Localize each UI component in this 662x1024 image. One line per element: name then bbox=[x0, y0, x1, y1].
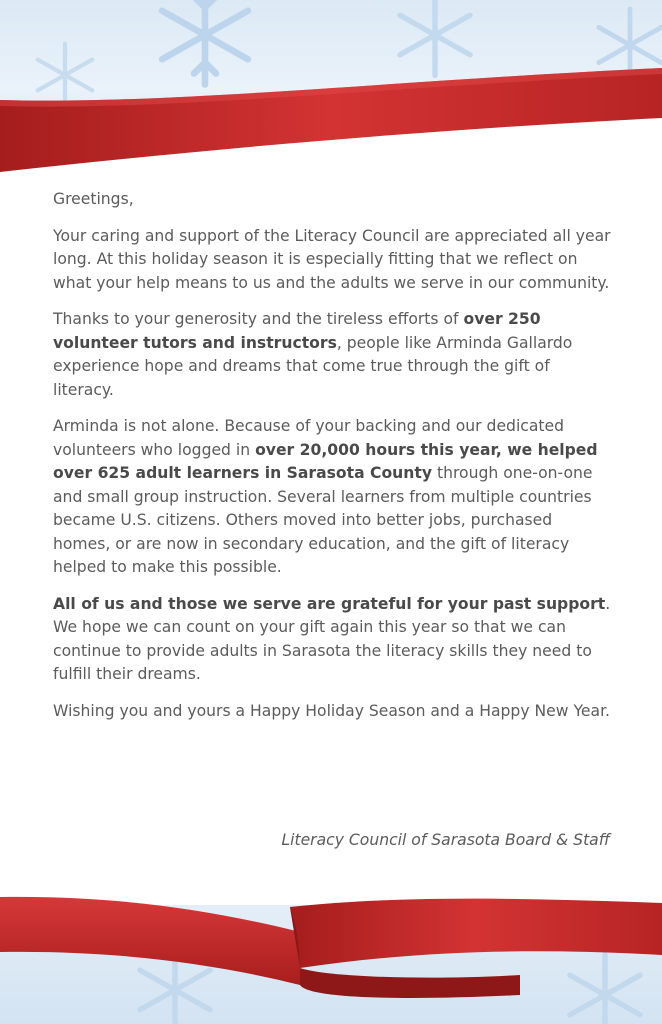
bottom-ribbon-left bbox=[0, 897, 300, 985]
greeting: Greetings, bbox=[53, 190, 134, 208]
signature: Literacy Council of Sarasota Board & Staff bbox=[281, 831, 610, 849]
highlight-volunteers: over 250 volunteer tutors and instructors bbox=[53, 310, 541, 352]
letter-body bbox=[53, 188, 613, 736]
bottom-ribbon-right bbox=[290, 899, 662, 968]
paragraph-appeal: All of us and those we serve are grateful for your past support. We hope we can count on your gift again this year so that we can continue to provide adults in Sarasota the literacy skills they need to fulfill their dreams. bbox=[53, 594, 611, 683]
paragraph-volunteers: Thanks to your generosity and the tireless efforts of over 250 volunteer tutors and instructors, people like Arminda Gallardo experience hope and dreams that come true through the gift of literacy. bbox=[53, 310, 573, 399]
paragraph-impact: Arminda is not alone. Because of your backing and our dedicated volunteers who logged in over 20,000 hours this year, we helped over 625 adult learners in Sarasota County through one-on-one and small group instruction. Several learners from multiple countries became U.S. citizens. Others moved into better jobs, purchased homes, or are now in secondary education, and the gift of literacy helped to make this possible. bbox=[53, 417, 598, 576]
highlight-gratitude: All of us and those we serve are grateful for your past support bbox=[53, 594, 606, 613]
paragraph-appreciation: Your caring and support of the Literacy Council are appreciated all year long. At this holiday season it is especially fitting that we reflect on what your help means to us and the adults we serve in our community. bbox=[53, 226, 611, 292]
highlight-hours: over 20,000 hours this year, we helped over 625 adult learners in Sarasota County bbox=[53, 440, 598, 482]
paragraph-wishes: Wishing you and yours a Happy Holiday Season and a Happy New Year. bbox=[53, 701, 611, 720]
